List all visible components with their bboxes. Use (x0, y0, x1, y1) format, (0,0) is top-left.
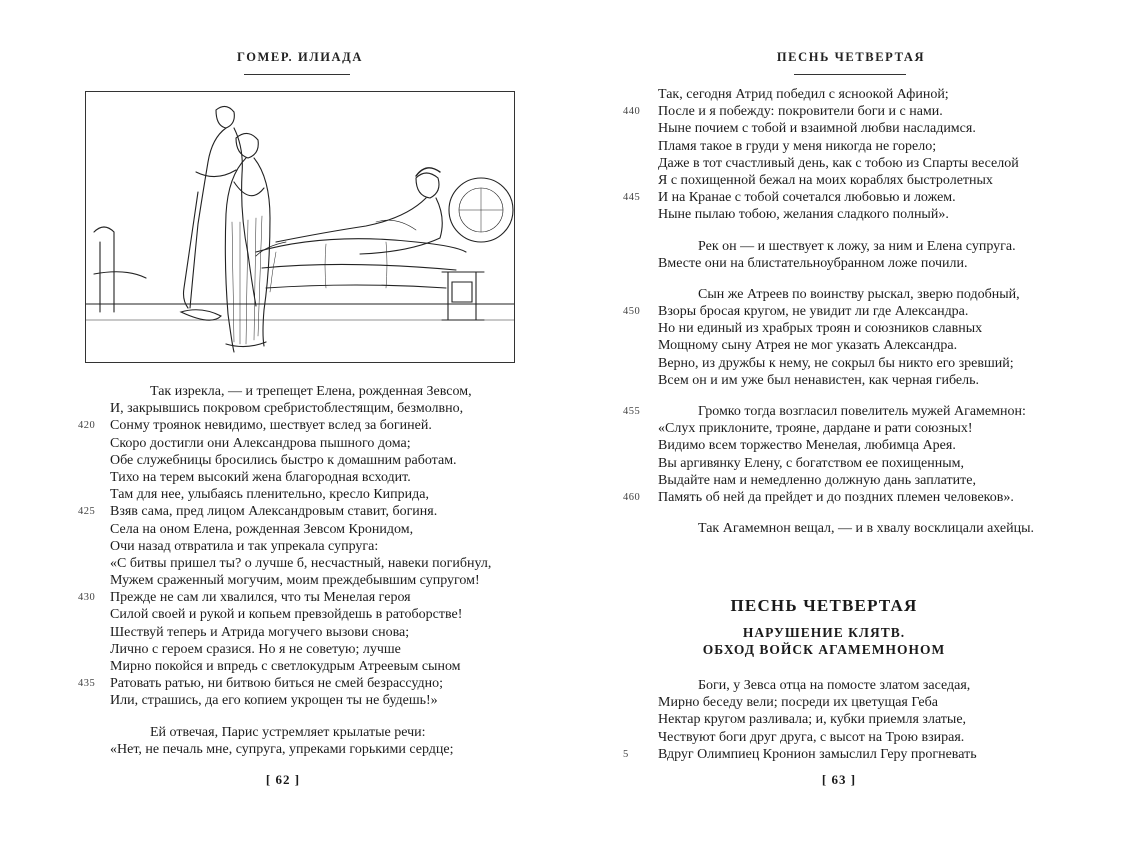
verse-line (110, 658, 491, 675)
verse-line (110, 624, 491, 641)
verse-line (110, 452, 491, 469)
running-head-rule-left (244, 74, 350, 75)
line-number: 455 (623, 406, 641, 417)
verse-line (658, 120, 1034, 137)
left-poem-lines (78, 383, 492, 758)
page-number-left: [ 62 ] (265, 772, 301, 787)
verse-text: И, закрывшись покровом сребристоблестящим, безмолвно, (110, 401, 464, 417)
verse-line (110, 641, 491, 658)
verse-text: Лично с героем сразися. Но я не советую; лучше (110, 641, 401, 657)
verse-line (658, 255, 1034, 272)
verse-text: Ратовать ратью, ни битвою биться не смей безрассудно; (110, 676, 444, 692)
canto-subtitle (612, 624, 1036, 658)
verse-text: Села на оном Елена, рожденная Зевсом Кронидом, (110, 521, 414, 537)
verse-line (110, 692, 491, 709)
verse-line (658, 337, 1034, 354)
page-number-right: [ 63 ] (821, 772, 857, 787)
verse-text: Шествуй теперь и Атрида могучего вызови снова; (110, 624, 410, 640)
verse-line (623, 403, 1034, 420)
verse-text: Взяв сама, пред лицом Александровым ставит, богиня. (110, 504, 438, 520)
verse-text: Выдайте нам и немедленно должную дань заплатите, (658, 472, 976, 488)
verse-text: Рек он — и шествует к ложу, за ним и Елена супруга. (698, 238, 1016, 254)
verse-line (623, 189, 1034, 206)
verse-text: Взоры бросая кругом, не увидит ли где Александра. (658, 304, 969, 320)
stanza-gap (658, 224, 1034, 238)
verse-text: После и я побежду: покровители боги и с нами. (658, 104, 943, 120)
verse-text: Пламя такое в груди у меня никогда не горело; (658, 138, 937, 154)
verse-line (658, 729, 977, 746)
line-number: 5 (623, 748, 629, 760)
verse-line (110, 469, 491, 486)
verse-text: Ныне пылаю тобою, желания сладкого полный». (658, 207, 949, 223)
verse-line (658, 437, 1034, 454)
verse-text: Прежде не сам ли хвалился, что ты Менелая героя (110, 590, 411, 606)
line-number: 420 (78, 420, 96, 432)
verse-line (623, 303, 1034, 320)
verse-text: Боги, у Зевса отца на помосте златом заседая, (698, 678, 971, 693)
verse-line (658, 138, 1034, 155)
verse-line (658, 286, 1034, 303)
verse-text: «С битвы пришел ты? о лучше б, несчастный, навеки погибнул, (110, 555, 492, 571)
stanza-gap (658, 506, 1034, 520)
line-number: 425 (78, 506, 96, 518)
stanza-gap (658, 389, 1034, 403)
verse-line (78, 589, 491, 606)
verse-line (658, 711, 977, 728)
verse-line (658, 372, 1034, 389)
verse-text: Так, сегодня Атрид победил с ясноокой Афиной; (658, 87, 949, 102)
verse-line (658, 155, 1034, 172)
verse-text: Мощному сыну Атрея не мог указать Александра. (658, 338, 958, 354)
verse-line (110, 538, 491, 555)
verse-text: Чествуют боги друг друга, с высот на Трою взирая. (658, 729, 965, 745)
verse-text: Сын же Атреев по воинству рыскал, зверю подобный, (698, 286, 1020, 302)
stanza-gap (110, 710, 491, 724)
verse-line (658, 694, 977, 711)
verse-line (658, 520, 1034, 537)
running-head-rule-right (794, 74, 906, 75)
running-head-left: ГОМЕР. ИЛИАДА (236, 50, 364, 64)
line-drawing-helen-paris (86, 92, 514, 362)
verse-text: Но ни единый из храбрых троян и союзников славных (658, 321, 983, 337)
verse-line (110, 383, 491, 400)
engraving-illustration (85, 91, 515, 363)
running-head-right: ПЕСНЬ ЧЕТВЕРТАЯ (776, 50, 926, 64)
line-number: 450 (623, 306, 641, 318)
verse-text: Вместе они на блистательноубранном ложе почили. (658, 255, 968, 271)
verse-line (658, 238, 1034, 255)
verse-text: Так Агамемнон вещал, — и в хвалу восклицали ахейцы. (698, 521, 1035, 537)
line-number: 430 (78, 592, 96, 604)
verse-text: «Нет, не печаль мне, супруга, упреками горькими сердце; (110, 741, 454, 757)
canto-opening-lines (623, 677, 977, 763)
verse-text: Там для нее, улыбаясь пленительно, кресло Киприда, (110, 487, 429, 503)
verse-line (658, 472, 1034, 489)
verse-text: Видимо всем торжество Менелая, любимца Арея. (658, 438, 956, 454)
verse-line (658, 172, 1034, 189)
verse-text: Так изрекла, — и трепещет Елена, рожденная Зевсом, (150, 384, 472, 399)
line-number: 445 (623, 192, 641, 204)
verse-line (623, 489, 1034, 506)
verse-text: Очи назад отвратила и так упрекала супруга: (110, 538, 379, 554)
verse-text: Вдруг Олимпиец Кронион замыслил Геру прогневать (658, 746, 977, 762)
verse-text: Вы аргивянку Елену, с богатством ее похищенным, (658, 455, 964, 471)
right-poem-lines (623, 86, 1035, 537)
verse-line (658, 420, 1034, 437)
verse-text: Всем он и им уже был ненавистен, как черная гибель. (658, 372, 979, 388)
stanza-gap (658, 272, 1034, 286)
verse-line (110, 521, 491, 538)
verse-line (658, 455, 1034, 472)
line-number: 440 (623, 106, 641, 118)
verse-line (658, 320, 1034, 337)
verse-text: Ныне почием с тобой и взаимной любви насладимся. (658, 121, 976, 137)
verse-line (110, 435, 491, 452)
verse-line (110, 400, 491, 417)
verse-text: Сонму троянок невидимо, шествует вслед за богиней. (110, 418, 432, 434)
verse-line (110, 572, 491, 589)
verse-line (78, 417, 491, 434)
verse-text: Обе служебницы бросились быстро к домашним работам. (110, 452, 457, 468)
verse-text: Силой своей и рукой и копьем превзойдешь в ратоборстве! (110, 607, 463, 623)
verse-line (110, 741, 491, 758)
line-number: 435 (78, 678, 96, 690)
verse-text: Громко тогда возгласил повелитель мужей Агамемнон: (698, 404, 1026, 419)
verse-text: И на Кранае с тобой сочетался любовью и ложем. (658, 190, 956, 206)
line-number: 460 (623, 491, 641, 503)
verse-line (623, 103, 1034, 120)
verse-line (658, 677, 977, 694)
verse-line (110, 486, 491, 503)
verse-line (110, 606, 491, 623)
verse-text: Нектар кругом разливала; и, кубки приемля златые, (658, 712, 967, 728)
verse-text: Мужем сраженный могучим, моим преждебывшим супругом! (110, 573, 480, 589)
verse-text: Мирно покойся и впредь с светлокудрым Атреевым сыном (110, 659, 461, 674)
canto-title: ПЕСНЬ ЧЕТВЕРТАЯ (730, 596, 918, 615)
verse-line (110, 555, 491, 572)
canto-subtitle-line-1: НАРУШЕНИЕ КЛЯТВ. (742, 625, 906, 640)
verse-text: Верно, из дружбы к нему, не сокрыл бы никто его зревший; (658, 355, 1014, 371)
verse-text: Или, страшись, да его копием укрощен ты не будешь!» (110, 693, 438, 709)
verse-text: Даже в тот счастливый день, как с тобою из Спарты веселой (658, 155, 1019, 171)
verse-text: Тихо на терем высокий жена благородная всходит. (110, 469, 411, 485)
canto-subtitle-line-2: ОБХОД ВОЙСК АГАМЕМНОНОМ (702, 642, 946, 657)
verse-text: Я с похищенной бежал на моих кораблях быстролетных (658, 172, 993, 188)
verse-line (658, 206, 1034, 223)
verse-line (78, 675, 491, 692)
verse-line (658, 355, 1034, 372)
verse-line (623, 746, 977, 763)
verse-text: Ей отвечая, Парис устремляет крылатые речи: (150, 724, 426, 740)
verse-text: Мирно беседу вели; посреди их цветущая Геба (658, 695, 938, 711)
verse-line (110, 724, 491, 741)
verse-text: Скоро достигли они Александрова пышного дома; (110, 435, 411, 451)
verse-text: Память об ней да прейдет и до поздних племен человеков». (658, 489, 1014, 505)
verse-line (658, 86, 1034, 103)
verse-text: «Слух приклоните, трояне, дардане и рати союзных! (658, 421, 973, 437)
verse-line (78, 503, 491, 520)
